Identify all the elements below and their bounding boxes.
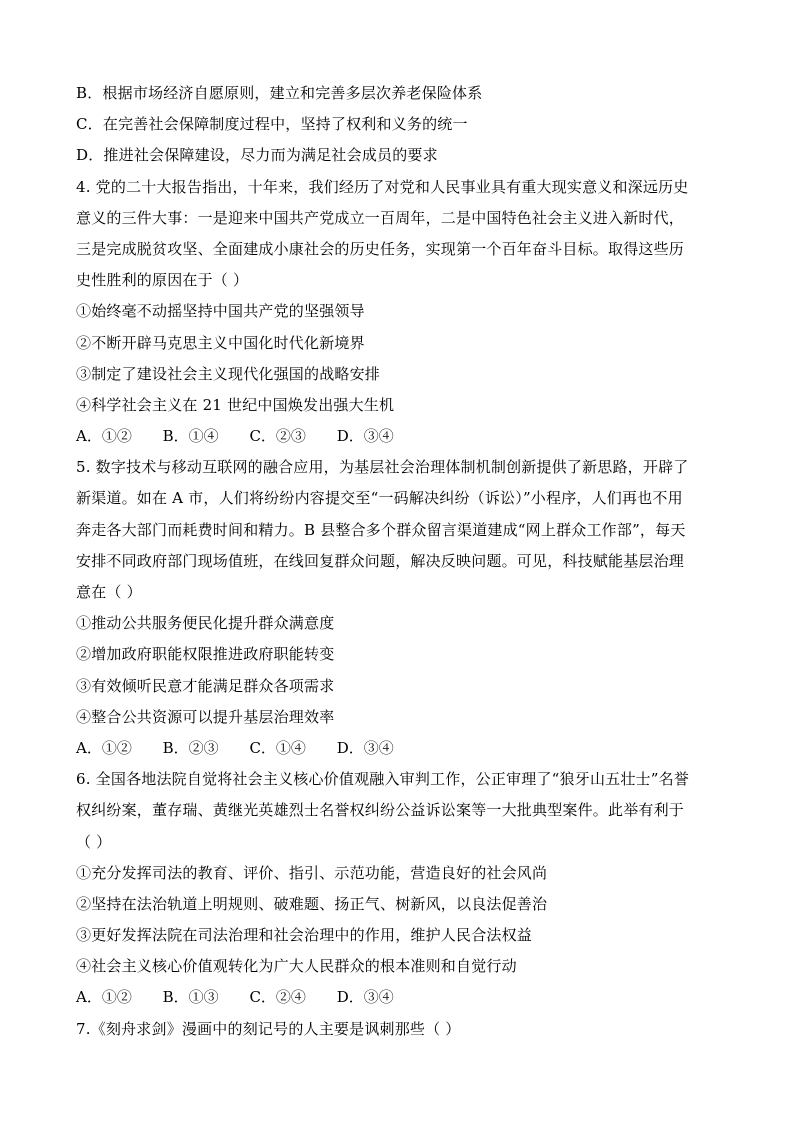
- q5-option-d: D．③④: [336, 738, 394, 757]
- question-5: [76, 452, 724, 764]
- exam-page: [76, 78, 724, 1045]
- question-7: [76, 1014, 724, 1045]
- q4-item-1: ①始终毫不动摇坚持中国共产党的坚强领导: [76, 302, 365, 321]
- q6-stem-line: 权纠纷案，董存瑞、黄继光英雄烈士名誉权纠纷公益诉讼案等一大批典型案件。此举有利于: [76, 801, 685, 820]
- q6-option-a: A．①②: [76, 988, 132, 1007]
- q4-stem-line: 4. 党的二十大报告指出，十年来，我们经历了对党和人民事业具有重大现实意义和深远历史: [76, 177, 689, 196]
- q5-stem-line: 安排不同政府部门现场值班，在线回复群众问题，解决反映问题。可见，科技赋能基层治理: [76, 551, 685, 570]
- question-6: [76, 764, 724, 1014]
- q6-item-2: ②坚持在法治轨道上明规则、破难题、扬正气、树新风，以良法促善治: [76, 894, 548, 913]
- q5-answer-options: [76, 733, 724, 764]
- q4-answer-options: [76, 421, 724, 452]
- q5-stem-line: 新渠道。如在 A 市，人们将纷纷内容提交至“一码解决纠纷（诉讼）”小程序，人们再也不用: [76, 489, 683, 508]
- q5-stem-line: 奔走各大部门而耗费时间和精力。B 县整合多个群众留言渠道建成“网上群众工作部”，每天: [76, 520, 686, 539]
- q4-item-3: ③制定了建设社会主义现代化强国的战略安排: [76, 364, 381, 383]
- q4-option-c: C．②③: [249, 427, 306, 446]
- q6-stem-line: （ ）: [76, 832, 112, 851]
- q4-option-d: D．③④: [336, 427, 394, 446]
- q5-stem-line: 意在（ ）: [76, 583, 142, 601]
- q6-stem-line: 6. 全国各地法院自觉将社会主义核心价值观融入审判工作，公正审理了“狼牙山五壮士”名誉: [76, 770, 690, 789]
- q5-item-4: ④整合公共资源可以提升基层治理效率: [76, 707, 335, 726]
- q4-stem-line: 三是完成脱贫攻坚、全面建成小康社会的历史任务，实现第一个百年奋斗目标。取得这些历: [76, 239, 685, 258]
- q4-option-a: A．①②: [76, 427, 132, 446]
- q4-item-4: ④科学社会主义在 21 世纪中国焕发出强大生机: [76, 395, 395, 414]
- q5-item-2: ②增加政府职能权限推进政府职能转变: [76, 645, 335, 664]
- q6-option-d: D．③④: [336, 988, 394, 1007]
- q6-item-1: ①充分发挥司法的教育、评价、指引、示范功能，营造良好的社会风尚: [76, 863, 548, 882]
- q3-option-d: D．推进社会保障建设，尽力而为满足社会成员的要求: [76, 146, 438, 165]
- q6-item-3: ③更好发挥法院在司法治理和社会治理中的作用，维护人民合法权益: [76, 926, 533, 945]
- q4-item-2: ②不断开辟马克思主义中国化时代化新境界: [76, 333, 365, 352]
- q5-item-1: ①推动公共服务便民化提升群众满意度: [76, 614, 335, 633]
- q5-stem-line: 5. 数字技术与移动互联网的融合应用，为基层社会治理体制机制创新提供了新思路，开辟了: [76, 458, 689, 477]
- q6-option-c: C．②④: [249, 988, 306, 1007]
- q5-item-3: ③有效倾听民意才能满足群众各项需求: [76, 676, 335, 695]
- q7-stem-line: 7.《刻舟求剑》漫画中的刻记号的人主要是讽刺那些（ ）: [76, 1019, 461, 1038]
- q6-item-4: ④社会主义核心价值观转化为广大人民群众的根本准则和自觉行动: [76, 957, 517, 976]
- q4-stem-line: 史性胜利的原因在于（ ）: [76, 271, 249, 290]
- q3-option-c: C．在完善社会保障制度过程中，坚持了权利和义务的统一: [76, 115, 468, 134]
- q5-option-c: C．①④: [249, 738, 306, 757]
- q3-option-b: B．根据市场经济自愿原则，建立和完善多层次养老保险体系: [76, 84, 483, 102]
- q5-option-b: B．②③: [162, 738, 219, 757]
- q6-option-b: B．①③: [162, 988, 219, 1007]
- q5-option-a: A．①②: [76, 738, 132, 757]
- q6-answer-options: [76, 982, 724, 1013]
- q4-stem-line: 意义的三件大事：一是迎来中国共产党成立一百周年，二是中国特色社会主义进入新时代，: [76, 208, 685, 227]
- question-4: [76, 172, 724, 453]
- question-3-options: [76, 78, 724, 172]
- q4-option-b: B．①④: [162, 427, 219, 446]
